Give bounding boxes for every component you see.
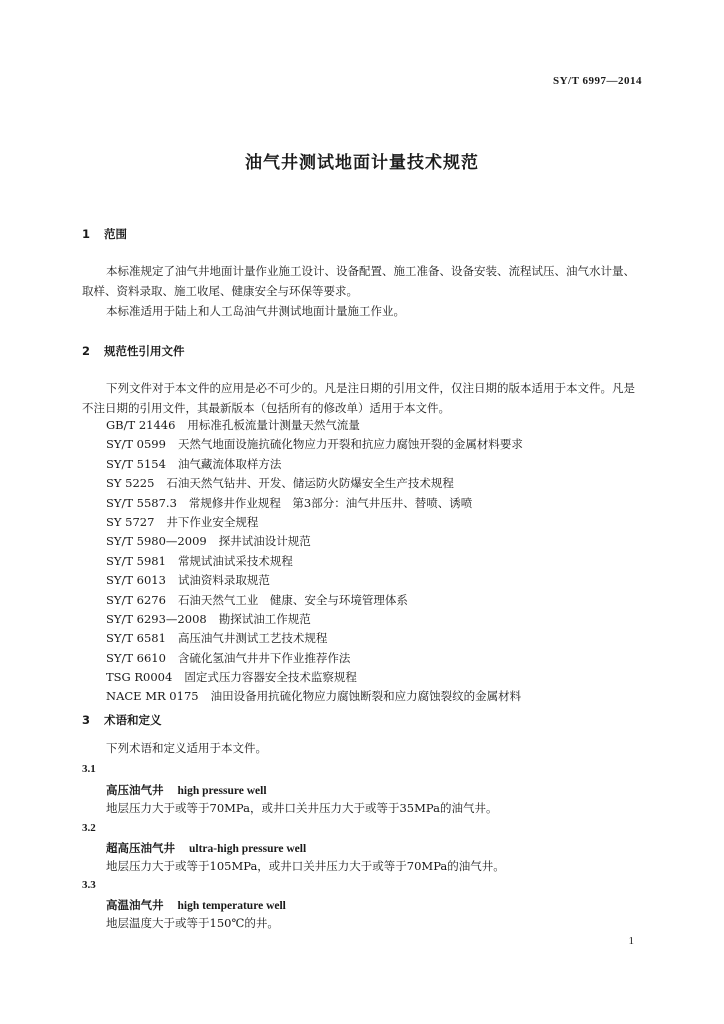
reference-item (106, 513, 523, 532)
reference-title: 油田设备用抗硫化物应力腐蚀断裂和应力腐蚀裂纹的金属材料 (210, 689, 522, 704)
term-number: 3.1 (82, 763, 96, 775)
reference-title: 常规试油试采技术规程 (177, 553, 293, 568)
section-3-intro: 下列术语和定义适用于本文件。 (106, 741, 267, 755)
reference-title: 含硫化氢油气井井下作业推荐作法 (177, 650, 351, 665)
term-zh: 高温油气井 (106, 898, 164, 912)
reference-code: TSG R0004 (106, 670, 173, 685)
reference-item (106, 649, 523, 668)
reference-item (106, 687, 523, 706)
reference-title: 天然气地面设施抗硫化物应力开裂和抗应力腐蚀开裂的金属材料要求 (177, 437, 523, 452)
reference-code: GB/T 21446 (106, 418, 176, 432)
reference-item (106, 494, 523, 513)
reference-code: SY/T 6276 (106, 592, 166, 607)
reference-code: SY/T 6581 (106, 631, 166, 646)
term-number: 3.2 (82, 822, 96, 834)
reference-item (106, 435, 523, 454)
reference-code: SY/T 6610 (106, 650, 166, 665)
reference-item (106, 455, 523, 474)
section-3-heading (82, 712, 162, 728)
reference-title: 高压油气井测试工艺技术规程 (177, 631, 328, 646)
document-title: 油气井测试地面计量技术规范 (245, 153, 479, 173)
section-2-intro: 下列文件对于本文件的应用是必不可少的。凡是注日期的引用文件，仅注日期的版本适用于本文件。凡是不注日期的引用文件，其最新版本（包括所有的修改单）适用于本文件。 (82, 381, 635, 415)
reference-code: SY/T 5980—2009 (106, 534, 207, 549)
reference-title: 油气藏流体取样方法 (177, 456, 282, 471)
section-1-paragraph-2: 本标准适用于陆上和人工岛油气井测试地面计量施工作业。 (106, 304, 405, 318)
reference-code: SY/T 6013 (106, 573, 166, 588)
reference-code: SY/T 5154 (106, 456, 166, 471)
reference-code: SY/T 0599 (106, 437, 166, 452)
reference-title: 探井试油设计规范 (218, 534, 311, 549)
reference-item (106, 571, 523, 590)
section-1-heading (82, 226, 127, 242)
term-definition: 地层温度大于或等于150℃的井。 (106, 916, 279, 930)
reference-item (106, 591, 523, 610)
term-number: 3.3 (82, 879, 96, 891)
section-1-paragraph-1: 本标准规定了油气井地面计量作业施工设计、设备配置、施工准备、设备安装、流程试压、油气水计量、取样、资料录取、施工收尾、健康安全与环保等要求。 (82, 264, 635, 298)
reference-title: 试油资料录取规范 (177, 573, 270, 588)
term-en: high pressure well (177, 785, 267, 797)
section-title: 术语和定义 (104, 713, 162, 727)
reference-title: 石油天然气钻井、开发、储运防火防爆安全生产技术规程 (166, 476, 454, 491)
reference-code: SY/T 6293—2008 (106, 611, 207, 626)
reference-code: SY/T 5587.3 (106, 495, 177, 510)
term-definition: 地层压力大于或等于70MPa，或井口关井压力大于或等于35MPa的油气井。 (106, 801, 498, 815)
term-en: high temperature well (177, 900, 286, 912)
section-title: 规范性引用文件 (104, 344, 185, 358)
reference-item (106, 474, 523, 493)
reference-title: 固定式压力容器安全技术监察规程 (184, 670, 357, 685)
term-entry (106, 897, 286, 913)
section-number: 1 (82, 227, 91, 241)
reference-item (106, 610, 523, 629)
section-number: 3 (82, 713, 91, 727)
term-zh: 超高压油气井 (106, 841, 175, 855)
reference-code: SY/T 5981 (106, 553, 166, 568)
reference-title: 常规修井作业规程 第3部分：油气井压井、替喷、诱喷 (188, 495, 473, 510)
term-en: ultra-high pressure well (189, 843, 307, 855)
standard-code: SY/T 6997—2014 (552, 75, 642, 87)
reference-item (106, 552, 523, 571)
reference-code: NACE MR 0175 (106, 689, 199, 704)
reference-item (106, 629, 523, 648)
term-definition: 地层压力大于或等于105MPa，或井口关井压力大于或等于70MPa的油气井。 (106, 859, 505, 873)
reference-title: 勘探试油工作规范 (218, 611, 311, 626)
page-number: 1 (628, 935, 634, 947)
reference-title: 石油天然气工业 健康、安全与环境管理体系 (177, 592, 408, 607)
section-number: 2 (82, 344, 91, 358)
reference-code: SY 5225 (106, 476, 155, 491)
section-title: 范围 (104, 227, 127, 241)
reference-title: 用标准孔板流量计测量天然气流量 (187, 418, 360, 432)
term-entry (106, 840, 306, 856)
reference-item (106, 416, 523, 435)
reference-title: 井下作业安全规程 (166, 514, 259, 529)
term-zh: 高压油气井 (106, 783, 164, 797)
normative-references-list (106, 416, 523, 707)
reference-code: SY 5727 (106, 514, 155, 529)
reference-item (106, 668, 523, 687)
term-entry (106, 782, 267, 798)
reference-item (106, 532, 523, 551)
section-2-heading (82, 343, 185, 359)
